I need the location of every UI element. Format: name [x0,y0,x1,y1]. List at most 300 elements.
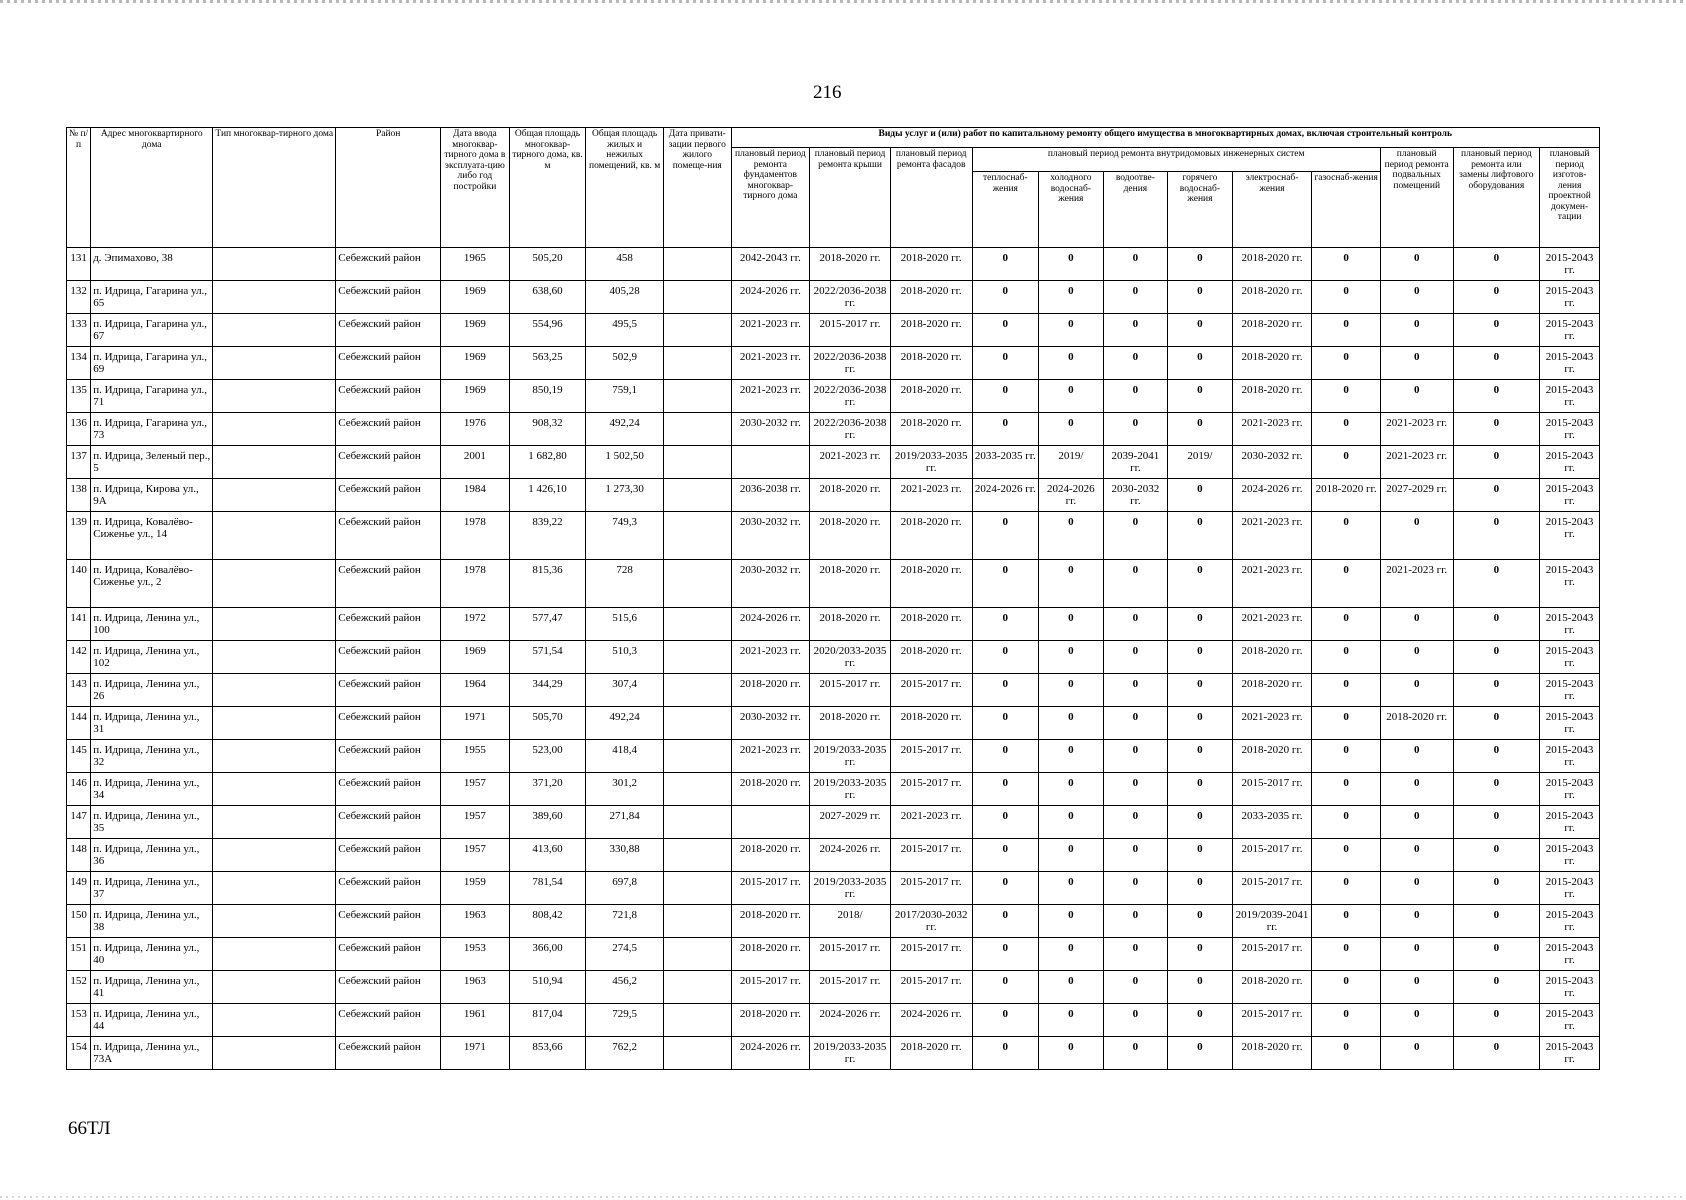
year-cell: 1957 [441,839,510,872]
electric-cell: 2018-2020 гг. [1232,674,1312,707]
electric-cell: 2021-2023 гг. [1232,560,1312,608]
basement-cell: 2021-2023 гг. [1380,446,1453,479]
design-cell: 2015-2043 гг. [1540,314,1600,347]
electric-cell: 2015-2017 гг. [1232,1004,1312,1037]
district-cell: Себежский район [336,446,441,479]
address-cell: п. Идрица, Ленина ул., 44 [91,1004,213,1037]
hot-water-cell: 0 [1168,281,1233,314]
area-living-cell: 729,5 [586,1004,664,1037]
sewer-cell: 0 [1103,347,1168,380]
facade-cell: 2018-2020 гг. [890,314,972,347]
heat-cell: 2024-2026 гг. [972,479,1039,512]
cold-water-cell: 0 [1039,281,1104,314]
lift-cell: 0 [1453,806,1540,839]
area-total-cell: 563,25 [509,347,586,380]
facade-cell: 2018-2020 гг. [890,248,972,281]
lift-cell: 0 [1453,560,1540,608]
design-cell: 2015-2043 гг. [1540,839,1600,872]
col-header-design: плановый период изготов-ления проектной докумен-тации [1540,148,1600,248]
table-row [67,674,1600,707]
priv-date-cell [663,938,731,971]
district-cell: Себежский район [336,674,441,707]
facade-cell: 2018-2020 гг. [890,380,972,413]
sewer-cell: 0 [1103,740,1168,773]
sewer-cell: 0 [1103,707,1168,740]
row-number: 138 [67,479,91,512]
facade-cell: 2015-2017 гг. [890,740,972,773]
lift-cell: 0 [1453,608,1540,641]
district-cell: Себежский район [336,314,441,347]
area-total-cell: 371,20 [509,773,586,806]
basement-cell: 0 [1380,872,1453,905]
district-cell: Себежский район [336,839,441,872]
sewer-cell: 0 [1103,971,1168,1004]
scan-edge-bottom [0,1196,1686,1198]
foundation-cell: 2030-2032 гг. [731,413,810,446]
heat-cell: 0 [972,905,1039,938]
table-row [67,806,1600,839]
district-cell: Себежский район [336,248,441,281]
basement-cell: 0 [1380,1037,1453,1070]
col-header-eng-group: плановый период ремонта внутридомовых инженерных систем [972,148,1380,172]
foundation-cell: 2024-2026 гг. [731,281,810,314]
table-row [67,560,1600,608]
gas-cell: 0 [1312,1037,1381,1070]
design-cell: 2015-2043 гг. [1540,1037,1600,1070]
col-header-type: Тип многоквар-тирного дома [213,128,336,248]
area-living-cell: 274,5 [586,938,664,971]
row-number: 137 [67,446,91,479]
heat-cell: 0 [972,773,1039,806]
type-cell [213,380,336,413]
design-cell: 2015-2043 гг. [1540,971,1600,1004]
sewer-cell: 0 [1103,560,1168,608]
area-total-cell: 571,54 [509,641,586,674]
type-cell [213,608,336,641]
electric-cell: 2030-2032 гг. [1232,446,1312,479]
hot-water-cell: 0 [1168,608,1233,641]
address-cell: п. Идрица, Ленина ул., 36 [91,839,213,872]
area-living-cell: 307,4 [586,674,664,707]
basement-cell: 0 [1380,806,1453,839]
col-header-basement: плановый период ремонта подвальных помещений [1380,148,1453,248]
design-cell: 2015-2043 гг. [1540,773,1600,806]
lift-cell: 0 [1453,641,1540,674]
roof-cell: 2022/2036-2038 гг. [810,281,891,314]
table-row [67,446,1600,479]
district-cell: Себежский район [336,560,441,608]
priv-date-cell [663,674,731,707]
address-cell: п. Идрица, Ковалёво-Сиженье ул., 14 [91,512,213,560]
row-number: 140 [67,560,91,608]
sewer-cell: 0 [1103,938,1168,971]
row-number: 142 [67,641,91,674]
priv-date-cell [663,806,731,839]
electric-cell: 2015-2017 гг. [1232,839,1312,872]
heat-cell: 0 [972,347,1039,380]
district-cell: Себежский район [336,347,441,380]
district-cell: Себежский район [336,479,441,512]
col-header-heat: теплоснаб-жения [972,172,1039,248]
year-cell: 1953 [441,938,510,971]
col-header-priv-date: Дата привати-зации первого жилого помеще-ния [663,128,731,248]
roof-cell: 2020/2033-2035 гг. [810,641,891,674]
facade-cell: 2015-2017 гг. [890,773,972,806]
design-cell: 2015-2043 гг. [1540,560,1600,608]
sewer-cell: 0 [1103,839,1168,872]
area-total-cell: 523,00 [509,740,586,773]
type-cell [213,512,336,560]
priv-date-cell [663,905,731,938]
row-number: 153 [67,1004,91,1037]
electric-cell: 2018-2020 гг. [1232,347,1312,380]
cold-water-cell: 0 [1039,938,1104,971]
roof-cell: 2022/2036-2038 гг. [810,413,891,446]
facade-cell: 2018-2020 гг. [890,347,972,380]
area-living-cell: 271,84 [586,806,664,839]
roof-cell: 2015-2017 гг. [810,314,891,347]
roof-cell: 2015-2017 гг. [810,674,891,707]
electric-cell: 2033-2035 гг. [1232,806,1312,839]
year-cell: 1959 [441,872,510,905]
basement-cell: 0 [1380,347,1453,380]
foundation-cell: 2024-2026 гг. [731,1037,810,1070]
gas-cell: 0 [1312,707,1381,740]
roof-cell: 2018/ [810,905,891,938]
basement-cell: 0 [1380,938,1453,971]
gas-cell: 0 [1312,971,1381,1004]
district-cell: Себежский район [336,1004,441,1037]
district-cell: Себежский район [336,806,441,839]
gas-cell: 0 [1312,446,1381,479]
area-total-cell: 815,36 [509,560,586,608]
sewer-cell: 2039-2041 гг. [1103,446,1168,479]
area-living-cell: 458 [586,248,664,281]
table-row [67,839,1600,872]
row-number: 139 [67,512,91,560]
electric-cell: 2018-2020 гг. [1232,281,1312,314]
area-total-cell: 505,70 [509,707,586,740]
table-row [67,380,1600,413]
hot-water-cell: 0 [1168,971,1233,1004]
type-cell [213,314,336,347]
district-cell: Себежский район [336,971,441,1004]
cold-water-cell: 0 [1039,839,1104,872]
design-cell: 2015-2043 гг. [1540,872,1600,905]
year-cell: 1969 [441,347,510,380]
type-cell [213,281,336,314]
year-cell: 1969 [441,641,510,674]
priv-date-cell [663,281,731,314]
roof-cell: 2021-2023 гг. [810,446,891,479]
sewer-cell: 0 [1103,1037,1168,1070]
gas-cell: 0 [1312,314,1381,347]
year-cell: 1971 [441,707,510,740]
priv-date-cell [663,413,731,446]
electric-cell: 2015-2017 гг. [1232,872,1312,905]
facade-cell: 2018-2020 гг. [890,608,972,641]
cold-water-cell: 0 [1039,707,1104,740]
lift-cell: 0 [1453,971,1540,1004]
foundation-cell: 2030-2032 гг. [731,707,810,740]
design-cell: 2015-2043 гг. [1540,905,1600,938]
basement-cell: 2021-2023 гг. [1380,413,1453,446]
roof-cell: 2022/2036-2038 гг. [810,380,891,413]
roof-cell: 2015-2017 гг. [810,971,891,1004]
sewer-cell: 0 [1103,905,1168,938]
roof-cell: 2024-2026 гг. [810,839,891,872]
cold-water-cell: 0 [1039,560,1104,608]
design-cell: 2015-2043 гг. [1540,938,1600,971]
sewer-cell: 0 [1103,773,1168,806]
priv-date-cell [663,446,731,479]
cold-water-cell: 0 [1039,248,1104,281]
design-cell: 2015-2043 гг. [1540,479,1600,512]
address-cell: п. Идрица, Зеленый пер., 5 [91,446,213,479]
heat-cell: 0 [972,641,1039,674]
gas-cell: 0 [1312,872,1381,905]
row-number: 132 [67,281,91,314]
row-number: 143 [67,674,91,707]
foundation-cell: 2024-2026 гг. [731,608,810,641]
table-row [67,248,1600,281]
priv-date-cell [663,641,731,674]
hot-water-cell: 0 [1168,560,1233,608]
row-number: 134 [67,347,91,380]
facade-cell: 2018-2020 гг. [890,512,972,560]
foundation-cell [731,446,810,479]
design-cell: 2015-2043 гг. [1540,347,1600,380]
type-cell [213,560,336,608]
sewer-cell: 0 [1103,380,1168,413]
table-row [67,281,1600,314]
address-cell: п. Идрица, Ленина ул., 26 [91,674,213,707]
col-header-district: Район [336,128,441,248]
table-row [67,479,1600,512]
table-row [67,872,1600,905]
address-cell: п. Идрица, Ленина ул., 38 [91,905,213,938]
lift-cell: 0 [1453,314,1540,347]
priv-date-cell [663,248,731,281]
year-cell: 1961 [441,1004,510,1037]
sewer-cell: 0 [1103,641,1168,674]
priv-date-cell [663,314,731,347]
basement-cell: 0 [1380,641,1453,674]
lift-cell: 0 [1453,1037,1540,1070]
heat-cell: 0 [972,248,1039,281]
area-total-cell: 366,00 [509,938,586,971]
area-living-cell: 510,3 [586,641,664,674]
sewer-cell: 0 [1103,674,1168,707]
heat-cell: 0 [972,1004,1039,1037]
cold-water-cell: 2019/ [1039,446,1104,479]
cold-water-cell: 0 [1039,512,1104,560]
type-cell [213,641,336,674]
hot-water-cell: 0 [1168,314,1233,347]
design-cell: 2015-2043 гг. [1540,740,1600,773]
area-total-cell: 1 426,10 [509,479,586,512]
row-number: 154 [67,1037,91,1070]
foundation-cell: 2036-2038 гг. [731,479,810,512]
electric-cell: 2021-2023 гг. [1232,413,1312,446]
district-cell: Себежский район [336,773,441,806]
col-header-electric: электроснаб-жения [1232,172,1312,248]
district-cell: Себежский район [336,512,441,560]
facade-cell: 2015-2017 гг. [890,872,972,905]
type-cell [213,347,336,380]
area-total-cell: 505,20 [509,248,586,281]
type-cell [213,413,336,446]
area-living-cell: 495,5 [586,314,664,347]
type-cell [213,479,336,512]
year-cell: 1969 [441,314,510,347]
address-cell: п. Идрица, Гагарина ул., 65 [91,281,213,314]
cold-water-cell: 0 [1039,806,1104,839]
area-total-cell: 839,22 [509,512,586,560]
electric-cell: 2018-2020 гг. [1232,314,1312,347]
design-cell: 2015-2043 гг. [1540,413,1600,446]
heat-cell: 0 [972,872,1039,905]
district-cell: Себежский район [336,707,441,740]
header-row-1 [67,128,1600,148]
facade-cell: 2015-2017 гг. [890,674,972,707]
sewer-cell: 0 [1103,512,1168,560]
address-cell: п. Идрица, Ленина ул., 102 [91,641,213,674]
type-cell [213,872,336,905]
foundation-cell: 2021-2023 гг. [731,347,810,380]
roof-cell: 2018-2020 гг. [810,560,891,608]
design-cell: 2015-2043 гг. [1540,674,1600,707]
basement-cell: 0 [1380,512,1453,560]
gas-cell: 0 [1312,380,1381,413]
type-cell [213,971,336,1004]
address-cell: п. Идрица, Гагарина ул., 71 [91,380,213,413]
gas-cell: 0 [1312,938,1381,971]
year-cell: 2001 [441,446,510,479]
facade-cell: 2018-2020 гг. [890,707,972,740]
lift-cell: 0 [1453,248,1540,281]
row-number: 144 [67,707,91,740]
lift-cell: 0 [1453,281,1540,314]
lift-cell: 0 [1453,872,1540,905]
cold-water-cell: 0 [1039,641,1104,674]
year-cell: 1957 [441,806,510,839]
area-total-cell: 808,42 [509,905,586,938]
year-cell: 1955 [441,740,510,773]
address-cell: п. Идрица, Ленина ул., 31 [91,707,213,740]
page-number: 216 [813,82,842,103]
type-cell [213,1037,336,1070]
address-cell: п. Идрица, Ленина ул., 100 [91,608,213,641]
design-cell: 2015-2043 гг. [1540,380,1600,413]
table-row [67,1037,1600,1070]
repair-program-table [66,127,1600,1070]
hot-water-cell: 2019/ [1168,446,1233,479]
district-cell: Себежский район [336,1037,441,1070]
hot-water-cell: 0 [1168,839,1233,872]
type-cell [213,806,336,839]
table-body [67,248,1600,1070]
cold-water-cell: 2024-2026 гг. [1039,479,1104,512]
row-number: 133 [67,314,91,347]
lift-cell: 0 [1453,740,1540,773]
heat-cell: 0 [972,938,1039,971]
foundation-cell: 2021-2023 гг. [731,740,810,773]
electric-cell: 2015-2017 гг. [1232,938,1312,971]
heat-cell: 0 [972,740,1039,773]
roof-cell: 2027-2029 гг. [810,806,891,839]
col-header-works-group: Виды услуг и (или) работ по капитальному ремонту общего имущества в многоквартирных домах, включая строительный контроль [731,128,1599,148]
facade-cell: 2017/2030-2032 гг. [890,905,972,938]
type-cell [213,773,336,806]
year-cell: 1964 [441,674,510,707]
electric-cell: 2018-2020 гг. [1232,740,1312,773]
basement-cell: 0 [1380,971,1453,1004]
cold-water-cell: 0 [1039,971,1104,1004]
priv-date-cell [663,839,731,872]
gas-cell: 0 [1312,347,1381,380]
hot-water-cell: 0 [1168,413,1233,446]
table-row [67,608,1600,641]
hot-water-cell: 0 [1168,938,1233,971]
basement-cell: 0 [1380,905,1453,938]
area-living-cell: 418,4 [586,740,664,773]
cold-water-cell: 0 [1039,872,1104,905]
facade-cell: 2015-2017 гг. [890,971,972,1004]
priv-date-cell [663,560,731,608]
foundation-cell: 2018-2020 гг. [731,938,810,971]
design-cell: 2015-2043 гг. [1540,641,1600,674]
area-total-cell: 413,60 [509,839,586,872]
address-cell: п. Идрица, Ленина ул., 34 [91,773,213,806]
row-number: 150 [67,905,91,938]
priv-date-cell [663,1037,731,1070]
priv-date-cell [663,707,731,740]
roof-cell: 2019/2033-2035 гг. [810,773,891,806]
sewer-cell: 0 [1103,872,1168,905]
address-cell: п. Идрица, Гагарина ул., 73 [91,413,213,446]
hot-water-cell: 0 [1168,512,1233,560]
address-cell: п. Идрица, Гагарина ул., 67 [91,314,213,347]
sewer-cell: 0 [1103,608,1168,641]
electric-cell: 2021-2023 гг. [1232,707,1312,740]
priv-date-cell [663,773,731,806]
year-cell: 1972 [441,608,510,641]
gas-cell: 0 [1312,1004,1381,1037]
roof-cell: 2019/2033-2035 гг. [810,740,891,773]
table-row [67,413,1600,446]
district-cell: Себежский район [336,413,441,446]
sewer-cell: 0 [1103,281,1168,314]
address-cell: п. Идрица, Ковалёво-Сиженье ул., 2 [91,560,213,608]
electric-cell: 2024-2026 гг. [1232,479,1312,512]
foundation-cell: 2018-2020 гг. [731,839,810,872]
area-living-cell: 749,3 [586,512,664,560]
lift-cell: 0 [1453,674,1540,707]
type-cell [213,707,336,740]
sewer-cell: 0 [1103,1004,1168,1037]
cold-water-cell: 0 [1039,347,1104,380]
electric-cell: 2018-2020 гг. [1232,380,1312,413]
basement-cell: 0 [1380,740,1453,773]
hot-water-cell: 0 [1168,674,1233,707]
basement-cell: 0 [1380,773,1453,806]
area-total-cell: 781,54 [509,872,586,905]
type-cell [213,839,336,872]
area-living-cell: 301,2 [586,773,664,806]
table-row [67,347,1600,380]
year-cell: 1963 [441,971,510,1004]
